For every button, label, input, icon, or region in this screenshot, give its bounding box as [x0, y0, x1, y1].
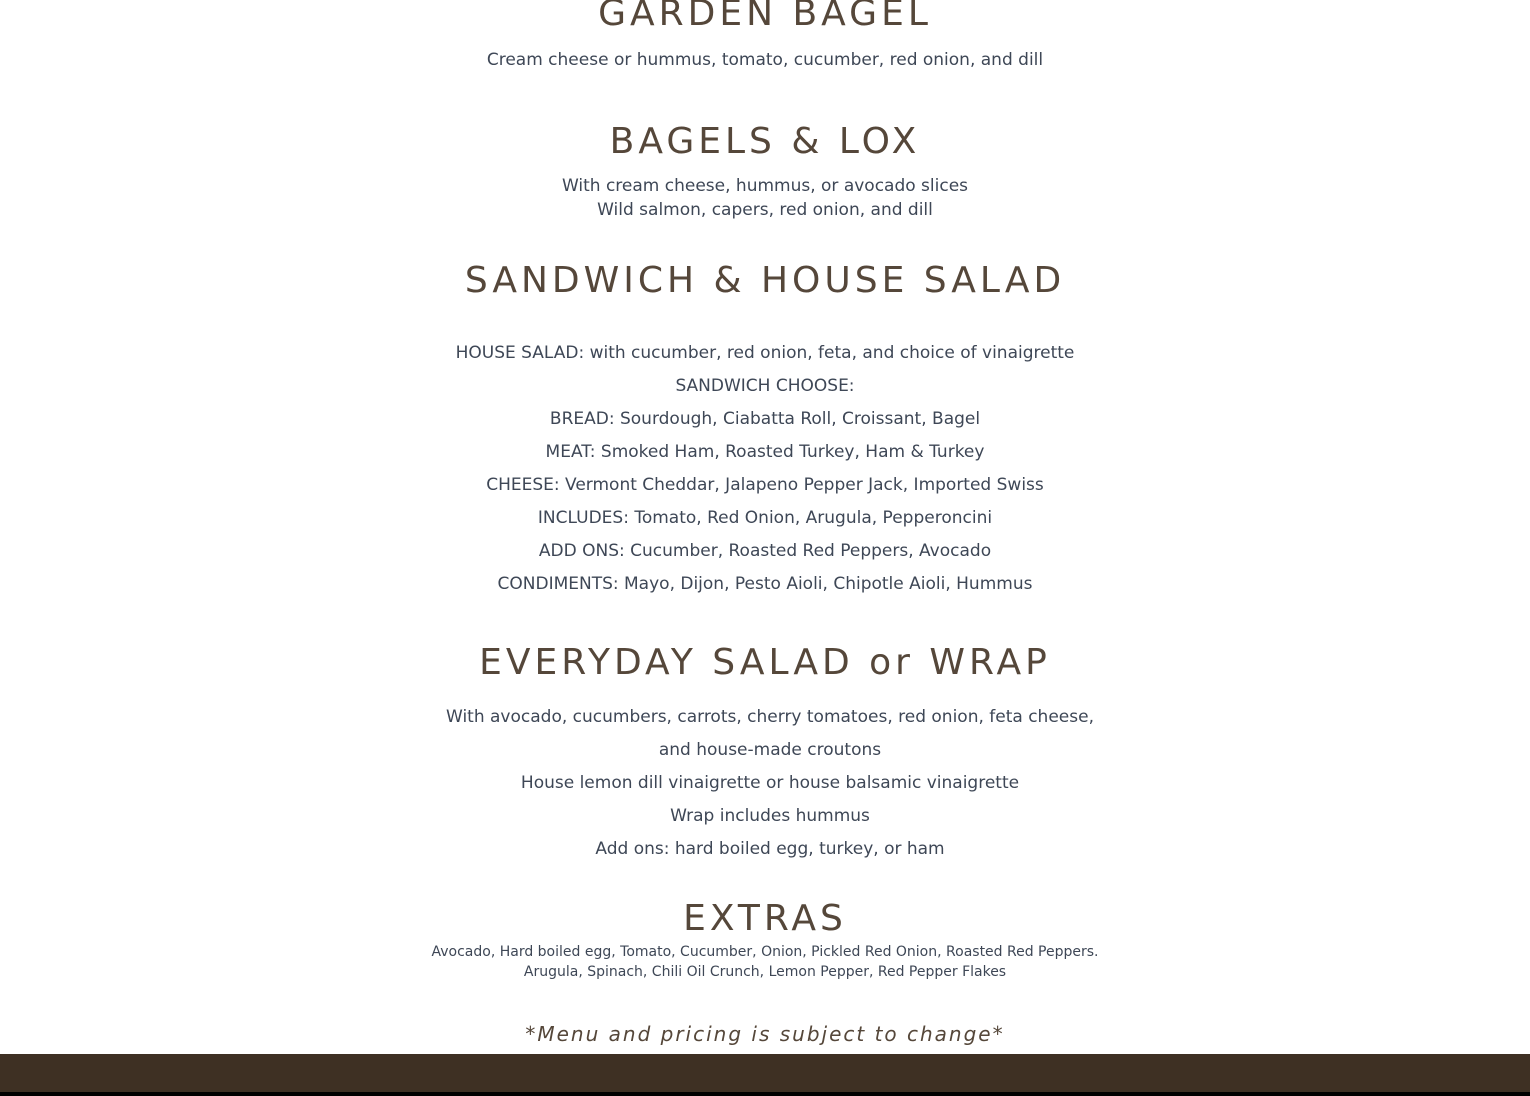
- everyday-salad-line-5: Add ons: hard boiled egg, turkey, or ham: [595, 839, 945, 859]
- section-title-bagels-lox: BAGELS & LOX: [609, 121, 921, 162]
- section-title-everyday-salad-wrap: EVERYDAY SALAD or WRAP: [479, 642, 1051, 683]
- sandwich-line-meat: MEAT: Smoked Ham, Roasted Turkey, Ham & Turkey: [545, 442, 985, 462]
- everyday-salad-line-4: Wrap includes hummus: [670, 806, 870, 826]
- everyday-salad-line-1: With avocado, cucumbers, carrots, cherry tomatoes, red onion, feta cheese,: [446, 707, 1094, 727]
- sandwich-line-bread: BREAD: Sourdough, Ciabatta Roll, Croissant, Bagel: [549, 409, 981, 429]
- sandwich-line-house-salad: HOUSE SALAD: with cucumber, red onion, feta, and choice of vinaigrette: [455, 343, 1075, 363]
- everyday-salad-line-2: and house-made croutons: [658, 740, 882, 760]
- everyday-salad-line-3: House lemon dill vinaigrette or house balsamic vinaigrette: [520, 773, 1020, 793]
- sandwich-line-condiments: CONDIMENTS: Mayo, Dijon, Pesto Aioli, Chipotle Aioli, Hummus: [497, 574, 1033, 594]
- extras-line-1: Avocado, Hard boiled egg, Tomato, Cucumber, Onion, Pickled Red Onion, Roasted Red Peppers.: [431, 944, 1099, 960]
- section-title-extras: EXTRAS: [683, 898, 847, 939]
- section-title-sandwich-house-salad: SANDWICH & HOUSE SALAD: [464, 260, 1066, 301]
- bagels-lox-line-2: Wild salmon, capers, red onion, and dill: [597, 200, 933, 220]
- sandwich-line-includes: INCLUDES: Tomato, Red Onion, Arugula, Pepperoncini: [537, 508, 993, 528]
- section-title-garden-bagel: GARDEN BAGEL: [598, 0, 932, 34]
- bagels-lox-line-1: With cream cheese, hummus, or avocado slices: [561, 176, 969, 196]
- footer-bottom-edge: [0, 1092, 1530, 1096]
- sandwich-line-choose: SANDWICH CHOOSE:: [675, 376, 855, 396]
- sandwich-line-add-ons: ADD ONS: Cucumber, Roasted Red Peppers, Avocado: [538, 541, 992, 561]
- extras-line-2: Arugula, Spinach, Chili Oil Crunch, Lemon Pepper, Red Pepper Flakes: [523, 964, 1007, 980]
- menu-disclaimer: *Menu and pricing is subject to change*: [525, 1022, 1005, 1046]
- footer-bar: [0, 1054, 1530, 1092]
- sandwich-line-cheese: CHEESE: Vermont Cheddar, Jalapeno Pepper Jack, Imported Swiss: [486, 475, 1044, 495]
- garden-bagel-description: Cream cheese or hummus, tomato, cucumber, red onion, and dill: [486, 50, 1044, 70]
